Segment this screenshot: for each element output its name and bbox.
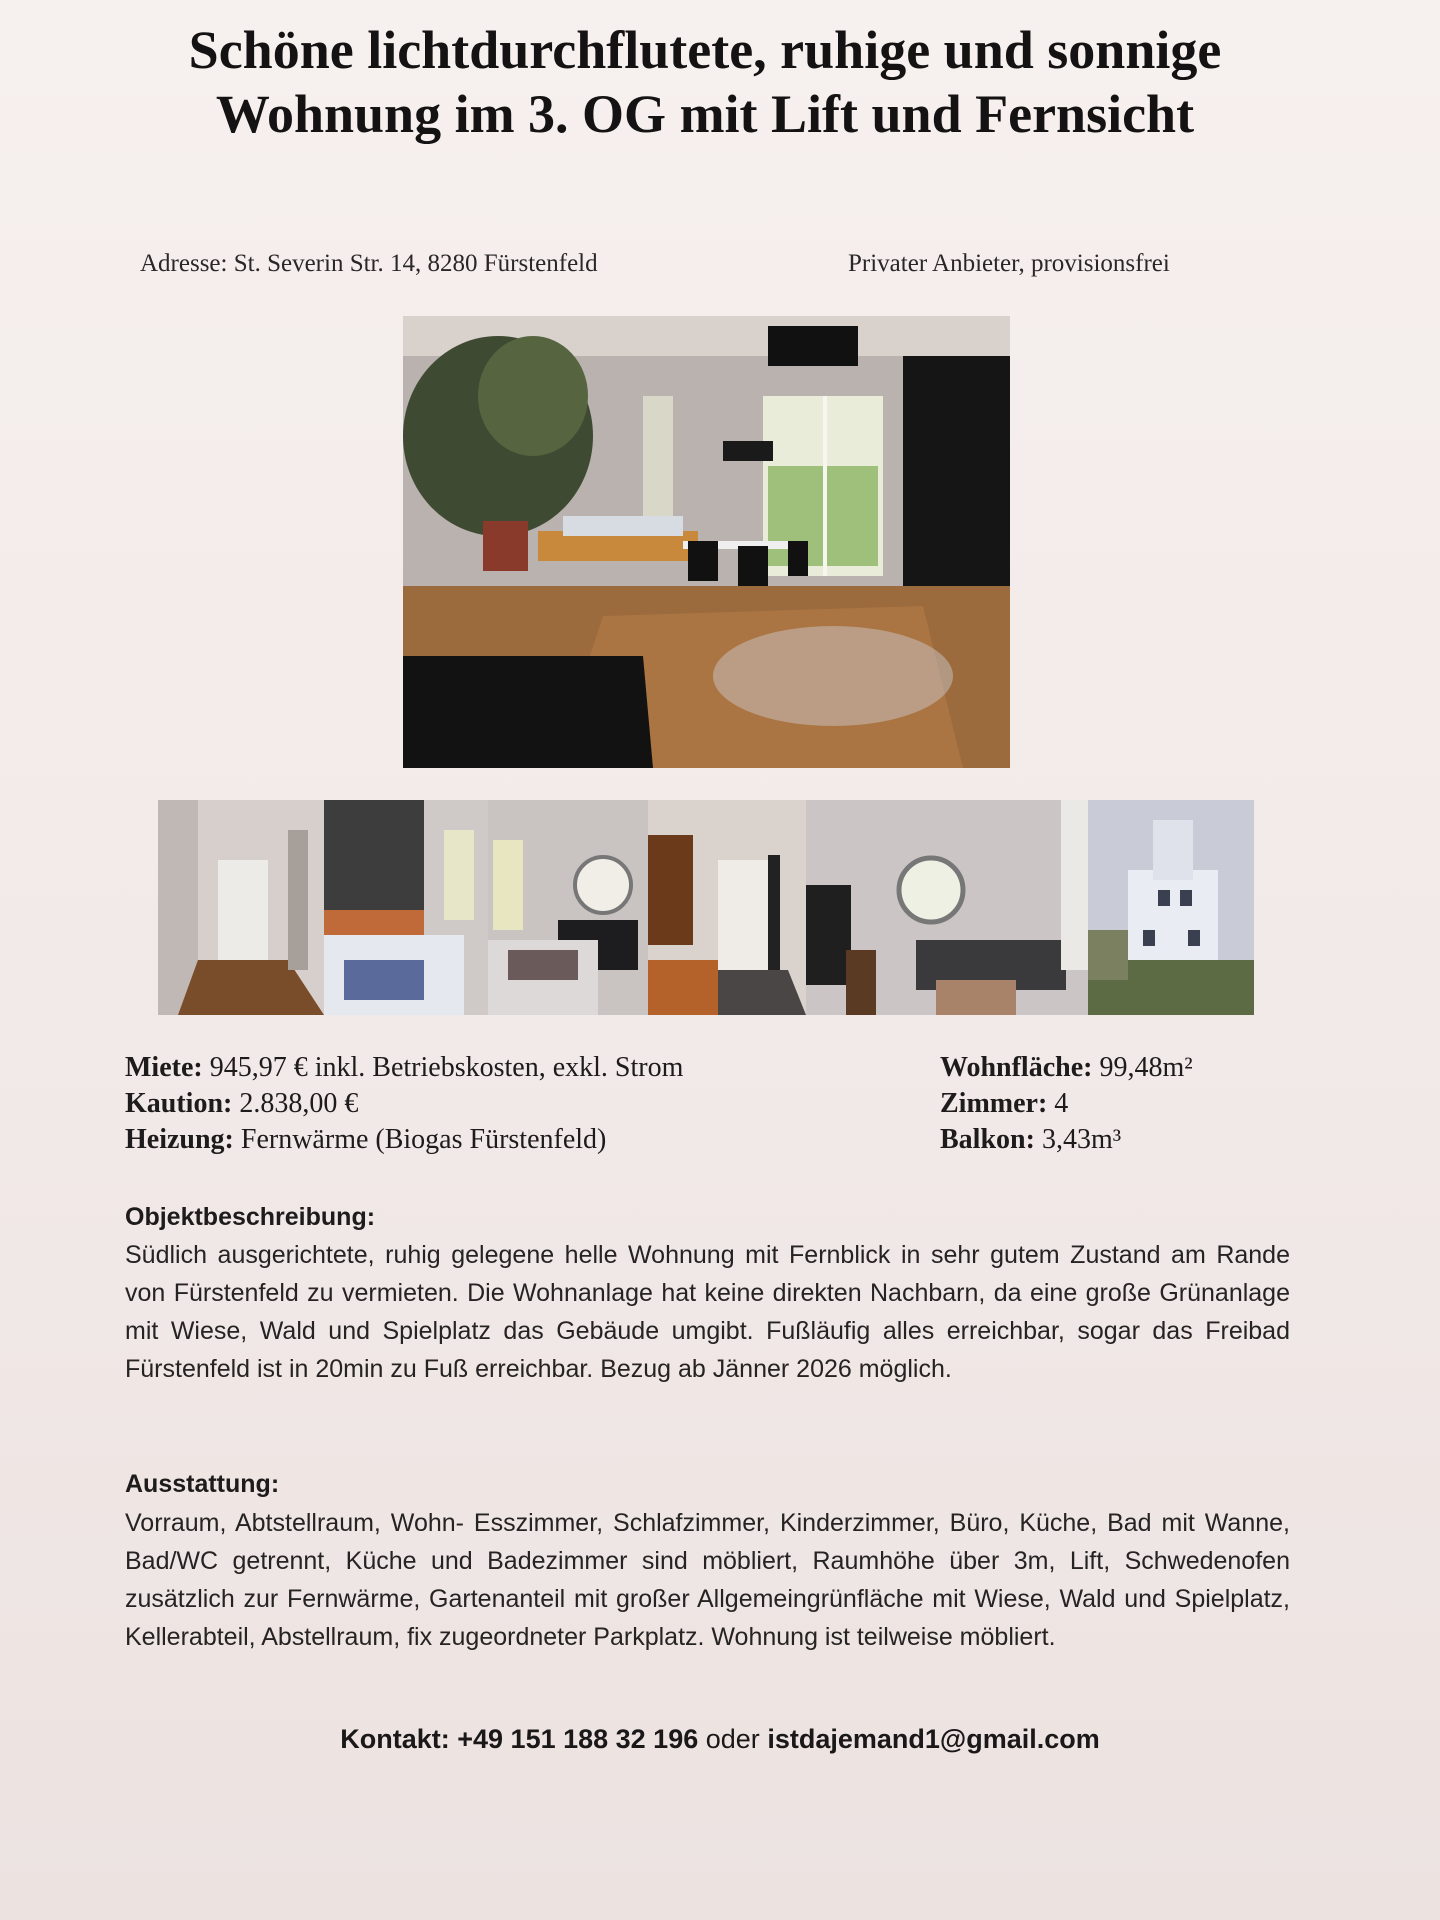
fact-value: 2.838,00 € [239,1088,359,1119]
fact-rent [125,1050,683,1086]
contact-label: Kontakt: [340,1724,450,1754]
facts-right [940,1050,1193,1158]
entrance-photo [648,800,806,1015]
fact-label: Heizung: [125,1124,234,1155]
fact-value: 99,48m² [1099,1052,1193,1083]
living-dining-room-photo [403,316,1010,768]
fact-area [940,1050,1193,1086]
fact-heating [125,1122,683,1158]
bedroom-photo [324,800,488,1015]
equipment-text: Vorraum, Abtstellraum, Wohn- Esszimmer, Schlafzimmer, Kinderzimmer, Büro, Küche, Bad mit Wanne, Bad/WC getrennt, Küche und Badezimmer sind möbliert, Raumhöhe über 3m, Lift, Schwedenofen zusätzlich zur Fernwärme, Gartenanteil mit großer Allgemeingrünfläche mit Wiese, Wald und Spielplatz, Kellerabteil, Abstellraum, fix zugeordneter Parkplatz. Wohnung ist teilweise möbliert. [125,1509,1290,1651]
fact-label: Balkon: [940,1124,1035,1155]
contact-line [0,1724,1440,1755]
fact-rooms [940,1086,1193,1122]
fact-value: 945,97 € inkl. Betriebskosten, exkl. Strom [209,1052,684,1083]
fact-label: Wohnfläche: [940,1052,1093,1083]
building-exterior-photo [1088,800,1254,1015]
contact-connector: oder [705,1724,760,1754]
description-heading: Objektbeschreibung: [125,1203,376,1231]
kids-room-photo [488,800,648,1015]
listing-title: Schöne lichtdurchflutete, ruhige und sonnige Wohnung im 3. OG mit Lift und Fernsicht [188,20,1222,144]
facts-left [125,1050,683,1158]
fact-balcony [940,1122,1193,1158]
fact-label: Miete: [125,1052,203,1083]
description-text: Südlich ausgerichtete, ruhig gelegene helle Wohnung mit Fernblick in sehr gutem Zustand am Rande von Fürstenfeld zu vermieten. Die Wohnanlage hat keine direkten Nachbarn, da eine große Grünanlage mit Wiese, Wald und Spielplatz das Gebäude umgibt. Fußläufig alles erreichbar, sogar das Freibad Fürstenfeld ist in 20min zu Fuß erreichbar. Bezug ab Jänner 2026 möglich. [125,1241,1290,1383]
contact-email[interactable]: istdajemand1@gmail.com [767,1724,1100,1754]
thumbnail-strip [158,800,1254,1015]
fact-value: 4 [1054,1088,1069,1119]
fact-value: Fernwärme (Biogas Fürstenfeld) [240,1124,607,1155]
fact-deposit [125,1086,683,1122]
address: Adresse: St. Severin Str. 14, 8280 Fürstenfeld [140,250,598,277]
fact-value: 3,43m³ [1041,1124,1122,1155]
fact-label: Kaution: [125,1088,233,1119]
equipment-heading: Ausstattung: [125,1470,280,1498]
office-photo [806,800,1088,1015]
provider-note: Privater Anbieter, provisionsfrei [848,250,1170,277]
fact-label: Zimmer: [940,1088,1048,1119]
contact-phone[interactable]: +49 151 188 32 196 [457,1724,699,1754]
hallway-photo [158,800,324,1015]
